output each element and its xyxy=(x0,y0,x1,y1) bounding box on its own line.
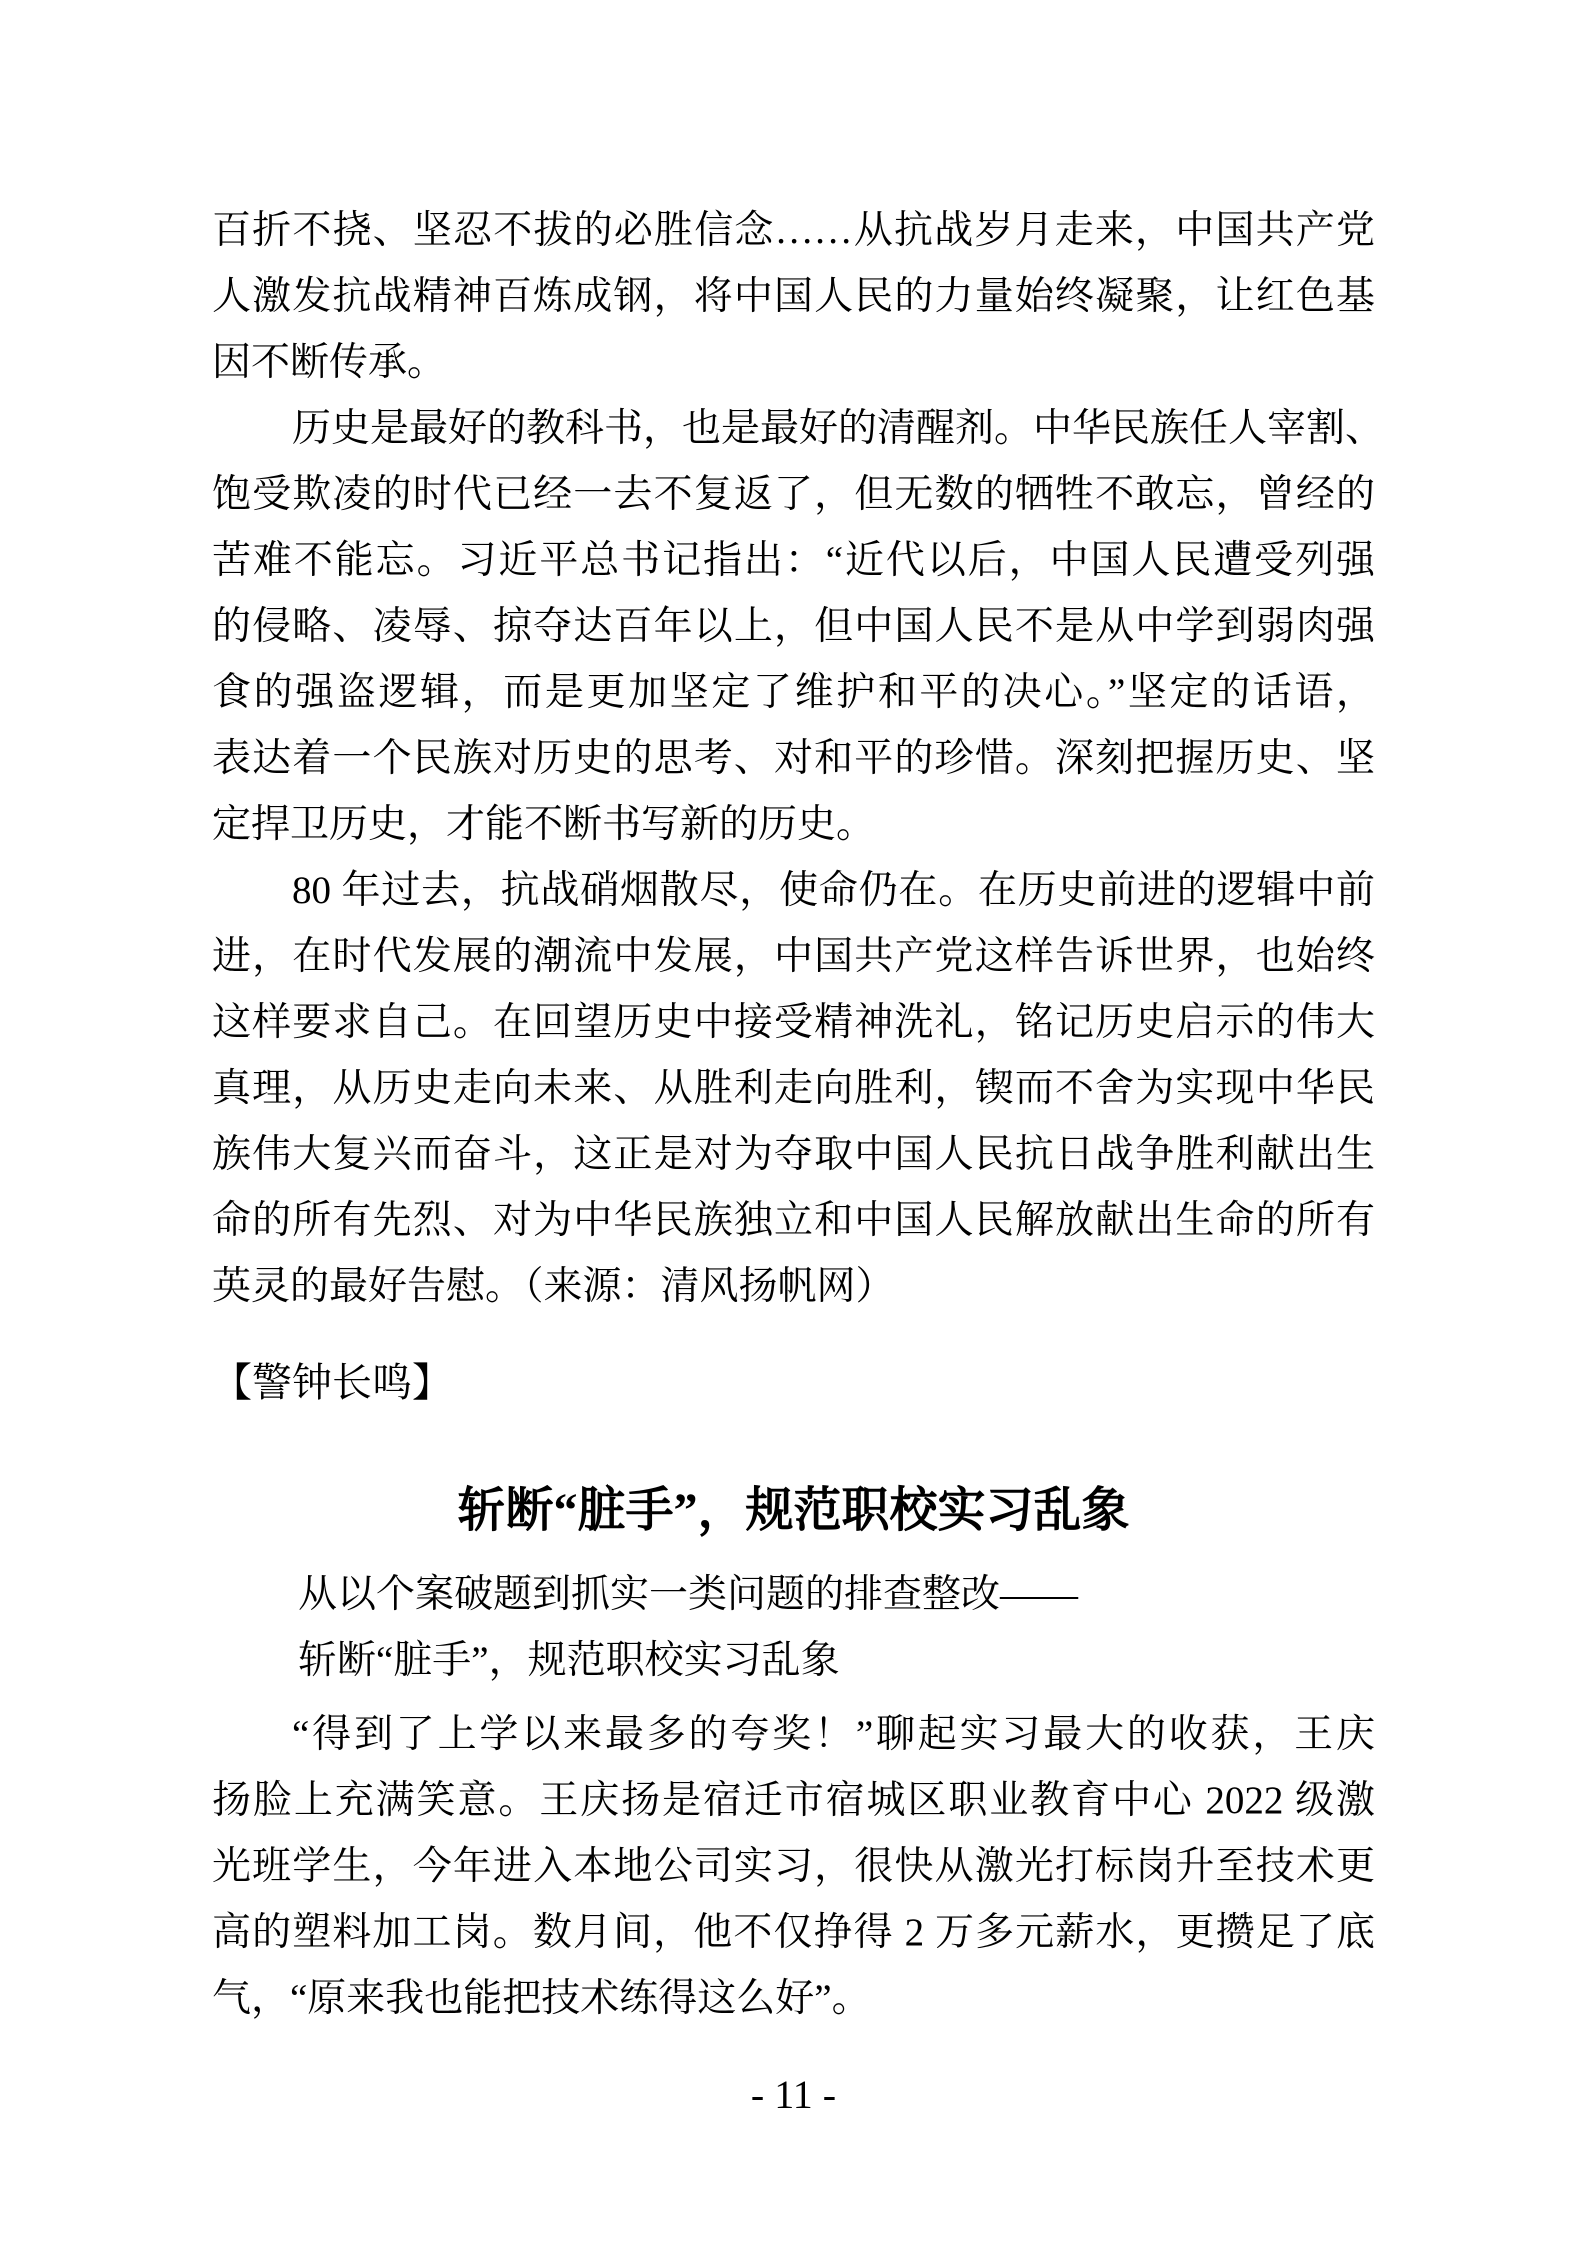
paragraph-3-line: 英灵的最好告慰。（来源：清风扬帆网） xyxy=(212,1265,895,1308)
article-headline: 斩断“脏手”，规范职校实习乱象 xyxy=(457,1484,1130,1537)
paragraph-4-line: “得到了上学以来最多的夸奖！”聊起实习最大的收获，王庆 xyxy=(292,1713,1375,1756)
paragraph-1-line: 人激发抗战精神百炼成钢，将中国人民的力量始终凝聚，让红色基 xyxy=(212,275,1375,318)
paragraph-2-line: 饱受欺凌的时代已经一去不复返了，但无数的牺牲不敢忘，曾经的 xyxy=(212,473,1375,516)
paragraph-4-line: 高的塑料加工岗。数月间，他不仅挣得 2 万多元薪水，更攒足了底 xyxy=(212,1911,1375,1954)
paragraph-3-line: 进，在时代发展的潮流中发展，中国共产党这样告诉世界，也始终 xyxy=(212,935,1375,978)
paragraph-3-line: 这样要求自己。在回望历史中接受精神洗礼，铭记历史启示的伟大 xyxy=(212,1001,1375,1044)
paragraph-2-line: 表达着一个民族对历史的思考、对和平的珍惜。深刻把握历史、坚 xyxy=(212,737,1375,780)
page-number: - 11 - xyxy=(750,2072,837,2117)
article-leadin-line: 从以个案破题到抓实一类问题的排查整改—— xyxy=(298,1573,1079,1616)
paragraph-4-line: 气，“原来我也能把技术练得这么好”。 xyxy=(212,1977,871,2020)
paragraph-2-line: 定捍卫历史，才能不断书写新的历史。 xyxy=(212,803,876,846)
paragraph-1-line: 因不断传承。 xyxy=(212,341,447,384)
section-marker: 【警钟长鸣】 xyxy=(212,1360,452,1405)
paragraph-2-line: 的侵略、凌辱、掠夺达百年以上，但中国人民不是从中学到弱肉强 xyxy=(212,605,1375,648)
paragraph-3-line: 族伟大复兴而奋斗，这正是对为夺取中国人民抗日战争胜利献出生 xyxy=(212,1133,1375,1176)
text-column xyxy=(212,198,1385,2032)
article-leadin-line: 斩断“脏手”，规范职校实习乱象 xyxy=(298,1639,840,1682)
paragraph-3-line: 命的所有先烈、对为中华民族独立和中国人民解放献出生命的所有 xyxy=(212,1199,1375,1242)
paragraph-1-line: 百折不挠、坚忍不拔的必胜信念……从抗战岁月走来，中国共产党 xyxy=(212,209,1375,252)
paragraph-3-line: 80 年过去，抗战硝烟散尽，使命仍在。在历史前进的逻辑中前 xyxy=(292,869,1375,912)
paragraph-2-line: 苦难不能忘。习近平总书记指出：“近代以后，中国人民遭受列强 xyxy=(212,539,1375,582)
paragraph-3-line: 真理，从历史走向未来、从胜利走向胜利，锲而不舍为实现中华民 xyxy=(212,1067,1375,1110)
paragraph-4-line: 光班学生，今年进入本地公司实习，很快从激光打标岗升至技术更 xyxy=(212,1845,1375,1888)
paragraph-2-line: 历史是最好的教科书，也是最好的清醒剂。中华民族任人宰割、 xyxy=(292,407,1385,450)
paragraph-4-line: 扬脸上充满笑意。王庆扬是宿迁市宿城区职业教育中心 2022 级激 xyxy=(212,1779,1375,1822)
paragraph-2-line: 食的强盗逻辑，而是更加坚定了维护和平的决心。”坚定的话语， xyxy=(212,671,1375,714)
